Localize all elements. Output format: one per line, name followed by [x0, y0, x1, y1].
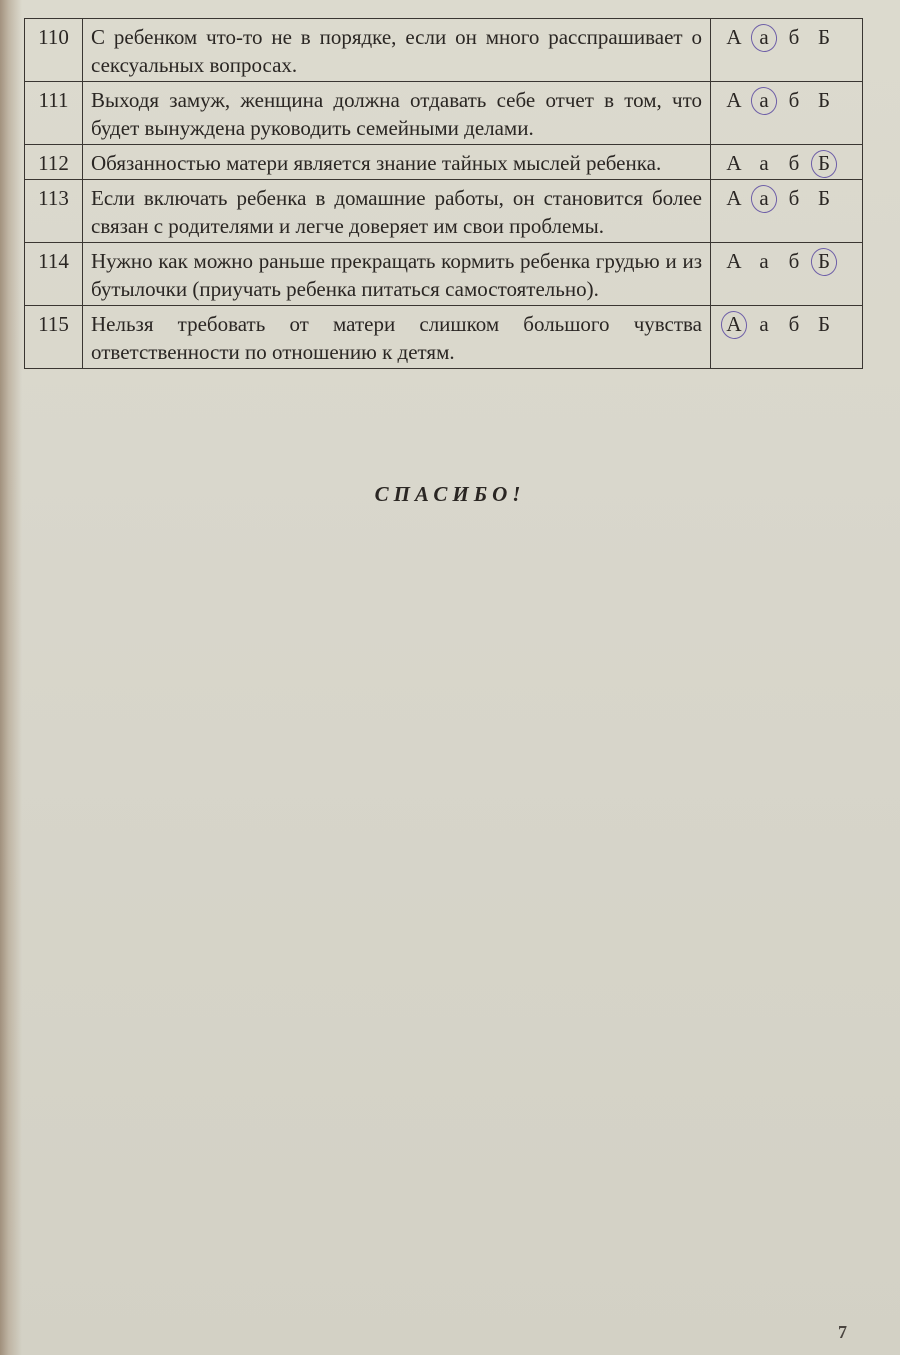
question-number: 111 [25, 82, 83, 145]
question-row [25, 145, 863, 180]
answer-options [711, 19, 863, 82]
answer-options [711, 243, 863, 306]
closing-thanks: СПАСИБО! [374, 482, 526, 506]
answer-option[interactable]: Б [817, 312, 831, 336]
answer-options [711, 145, 863, 180]
answer-option-circled[interactable]: а [749, 184, 779, 212]
answer-option-circled[interactable]: а [749, 23, 779, 51]
question-row [25, 19, 863, 82]
answer-option-circled[interactable]: а [749, 86, 779, 114]
question-text: Нужно как можно раньше прекращать кормить ребенка грудью и из бутылочки (приучать ребенка питаться самостоятельно). [83, 243, 711, 306]
answer-option[interactable]: б [788, 88, 800, 112]
page-number: 7 [838, 1322, 847, 1342]
answer-option[interactable]: б [788, 151, 800, 175]
answer-option[interactable]: а [759, 151, 769, 175]
answer-option[interactable]: Б [817, 88, 831, 112]
question-number: 113 [25, 180, 83, 243]
question-number: 112 [25, 145, 83, 180]
answer-option[interactable]: А [726, 249, 742, 273]
question-row [25, 180, 863, 243]
question-row [25, 243, 863, 306]
answer-option[interactable]: Б [817, 186, 831, 210]
answer-option[interactable]: б [788, 249, 800, 273]
question-text: Выходя замуж, женщина должна отдавать себе отчет в том, что будет вынуждена руководить семейными делами. [83, 82, 711, 145]
answer-option[interactable]: б [788, 186, 800, 210]
question-number: 114 [25, 243, 83, 306]
page-edge-shadow [0, 0, 22, 1355]
answer-option[interactable]: А [726, 186, 742, 210]
question-text: Обязанностью матери является знание тайных мыслей ребенка. [83, 145, 711, 180]
question-number: 115 [25, 306, 83, 369]
answer-option-circled[interactable]: А [719, 310, 749, 338]
answer-option[interactable]: А [726, 25, 742, 49]
answer-option[interactable]: А [726, 151, 742, 175]
answer-option[interactable]: б [788, 312, 800, 336]
answer-option-circled[interactable]: Б [809, 247, 839, 275]
answer-options [711, 306, 863, 369]
question-row [25, 306, 863, 369]
answer-option[interactable]: а [759, 312, 769, 336]
questions-table [24, 18, 863, 369]
question-number: 110 [25, 19, 83, 82]
answer-options [711, 82, 863, 145]
answer-option[interactable]: б [788, 25, 800, 49]
question-row [25, 82, 863, 145]
question-text: Нельзя требовать от матери слишком большого чувства ответственности по отношению к детям. [83, 306, 711, 369]
question-text: С ребенком что-то не в порядке, если он много расспрашивает о сексуальных вопросах. [83, 19, 711, 82]
answer-option[interactable]: А [726, 88, 742, 112]
answer-option[interactable]: а [759, 249, 769, 273]
questions-table-body [25, 19, 863, 369]
answer-option-circled[interactable]: Б [809, 149, 839, 177]
answer-option[interactable]: Б [817, 25, 831, 49]
answer-options [711, 180, 863, 243]
question-text: Если включать ребенка в домашние работы, он становится более связан с родителями и легче доверяет им свои проблемы. [83, 180, 711, 243]
